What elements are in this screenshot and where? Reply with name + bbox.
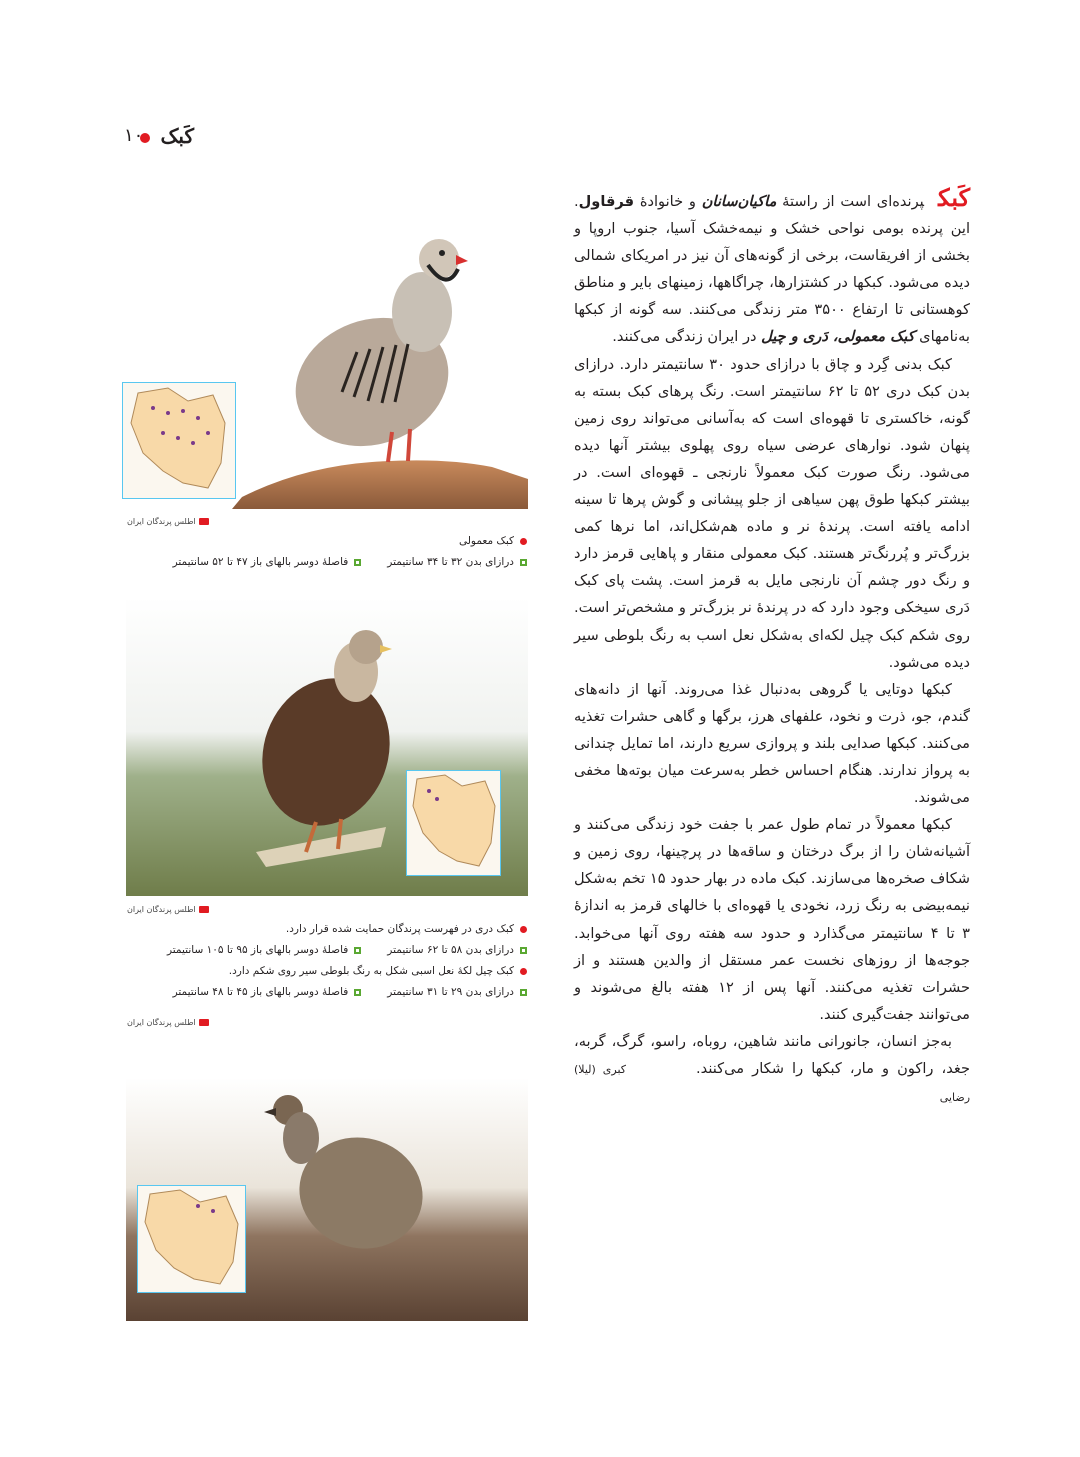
lead-word: کَبک (938, 183, 970, 212)
intro-text-a: پرنده‌ای است از راستهٔ (776, 193, 925, 210)
credit-text: اطلس پرندگان ایران (127, 1018, 196, 1027)
intro-text-d: در ایران زندگی می‌کنند. (612, 328, 762, 346)
paragraph-breeding: کبکها معمولاً در تمام طول عمر با جفت خود زندگی می‌کنند و آشیانه‌شان را از برگ درختان و ساقه‌ها در پرچینها، روی زمین و شکاف صخره‌ها می‌سازند. کبک ماده در بهار حدود ۱۵ تخم به‌شکل نیمه‌بیضی به رنگ زرد، نخودی یا قهوه‌ای با خالهای قرمز به اندازهٔ ۳ تا ۴ سانتیمتر می‌گذارد و حدود سه هفته روی آنها می‌خوابد. جوجه‌ها از روزهای نخست عمر مستقل از والدین هستند و از حشرات تغذیه می‌کنند. آنها پس از ۱۲ هفته بالغ می‌شوند و می‌توانند جفت‌گیری کنند. (574, 816, 970, 1023)
range-map-seesee (137, 1185, 246, 1293)
green-square-icon (520, 989, 527, 996)
family-name: قرقاول (578, 193, 635, 210)
caption-wingspan: فاصلهٔ دوسر بالهای باز ۴۷ تا ۵۲ سانتیمتر (172, 556, 349, 568)
green-square-icon (354, 559, 361, 566)
green-square-icon (354, 947, 361, 954)
green-square-icon (520, 559, 527, 566)
running-title: کَبک (160, 124, 194, 148)
credit-text: اطلس پرندگان ایران (127, 905, 196, 914)
credit-3 (127, 1018, 209, 1027)
paragraph-appearance: کبک بدنی گِرد و چاق با درازای حدود ۳۰ سانتیمتر دارد. درازای بدن کبک دری ۵۲ تا ۶۲ سانتیمتر است. رنگ پرهای کبک بسته به گونه، خاکستری تا قهوه‌ای است که به‌آسانی می‌تواند روی زمین پنهان شود. نوارهای عرضی سیاه روی پهلوی بیشتر آنها دیده می‌شود. رنگ صورت کبک معمولاً نارنجی ـ قهوه‌ای است. در بیشتر کبکها طوق پهن سیاهی از جلو پیشانی و گوش پرها تا سینه ادامه یافته است. پرندهٔ نر و ماده هم‌شکل‌اند، اما نرها کمی بزرگ‌تر و پُررنگ‌تر هستند. کبک معمولی منقار و پاهایی قرمز دارد و رنگ دور چشم آن نارنجی مایل به قرمز است. پشت پای کبک دَری سیخکی وجود دارد که در پرندهٔ نر بزرگ‌تر و مشخص‌تر است. روی شکم کبک چیل لکه‌ای به‌شکل نعل اسب به رنگ بلوطی سیر دیده می‌شود. (574, 355, 970, 671)
camera-icon (199, 518, 209, 525)
caption-row-measure (173, 552, 527, 573)
photo-chukar (232, 217, 528, 509)
red-bullet-icon (520, 968, 527, 975)
caption-species: کبک معمولی (458, 535, 514, 547)
page-number: ۱۰ (124, 125, 144, 146)
green-square-icon (520, 947, 527, 954)
credit-text: اطلس پرندگان ایران (127, 517, 196, 526)
caption-snowcock (167, 919, 527, 1003)
caption-wingspan-2: فاصلهٔ دوسر بالهای باز ۴۵ تا ۴۸ سانتیمتر (172, 986, 349, 998)
intro-text-c: . این پرنده بومی نواحی خشک و نیمه‌خشک آسیا، جنوب اروپا و بخشی از افریقاست، برخی از گونه‌های آن نیز در امریکای شمالی دیده می‌شود. کبکها در کشتزارها، چراگاهها، زمینهای بایر و مناطق کوهستانی تا ارتفاع ۳۵۰۰ متر زندگی می‌کنند. سه گونه از کبکها به‌نامهای (574, 193, 970, 346)
credit-1 (127, 517, 209, 526)
caption-row-name-2 (167, 961, 527, 982)
caption-row-name (167, 919, 527, 940)
credit-2 (127, 905, 209, 914)
caption-length: درازای بدن ۳۲ تا ۳۴ سانتیمتر (387, 556, 514, 568)
page-header (124, 124, 264, 154)
paragraph-feeding: کبکها دوتایی یا گروهی به‌دنبال غذا می‌روند. آنها از دانه‌های گندم، جو، ذرت و نخود، علفهای هرز، برگها و گاهی حشرات تغذیه می‌کنند. کبکها صدایی بلند و پروازی سریع دارند، اما تمایل چندانی به پرواز ندارند. هنگام احساس خطر به‌سرعت میان بوته‌ها مخفی می‌شوند. (574, 680, 970, 807)
green-square-icon (354, 989, 361, 996)
article-body (574, 184, 970, 1111)
caption-length: درازای بدن ۵۸ تا ۶۲ سانتیمتر (387, 944, 514, 956)
caption-chukar (173, 531, 527, 573)
camera-icon (199, 906, 209, 913)
order-name: ماکیان‌سانان (701, 193, 777, 210)
caption-species-2: کبک چیل لکهٔ نعل اسبی شکل به رنگ بلوطی سیر روی شکم دارد. (228, 965, 514, 977)
intro-text-b: و خانوادهٔ (634, 193, 702, 210)
range-map-snowcock (406, 770, 501, 876)
red-bullet-icon (520, 538, 527, 545)
camera-icon (199, 1019, 209, 1026)
author-name: کبری (لیلا) رضایی (574, 1063, 970, 1105)
red-bullet-icon (520, 926, 527, 933)
predators-text: به‌جز انسان، جانورانی مانند شاهین، روباه، راسو، گرگ، گربه، جغد، راکون و مار، کبکها را شکار می‌کنند. (574, 1032, 970, 1077)
species-names: کبک معمولی، دَری و چیل (761, 328, 915, 346)
caption-species: کبک دری در فهرست پرندگان حمایت شده قرار دارد. (285, 923, 514, 935)
caption-length-2: درازای بدن ۲۹ تا ۳۱ سانتیمتر (387, 986, 514, 998)
range-map-chukar (122, 382, 236, 499)
caption-row-name (173, 531, 527, 552)
paragraph-intro (574, 184, 970, 351)
caption-wingspan: فاصلهٔ دوسر بالهای باز ۹۵ تا ۱۰۵ سانتیمتر (166, 944, 349, 956)
caption-row-measure-2 (167, 982, 527, 1003)
caption-row-measure (167, 940, 527, 961)
paragraph-predators (574, 1028, 970, 1111)
